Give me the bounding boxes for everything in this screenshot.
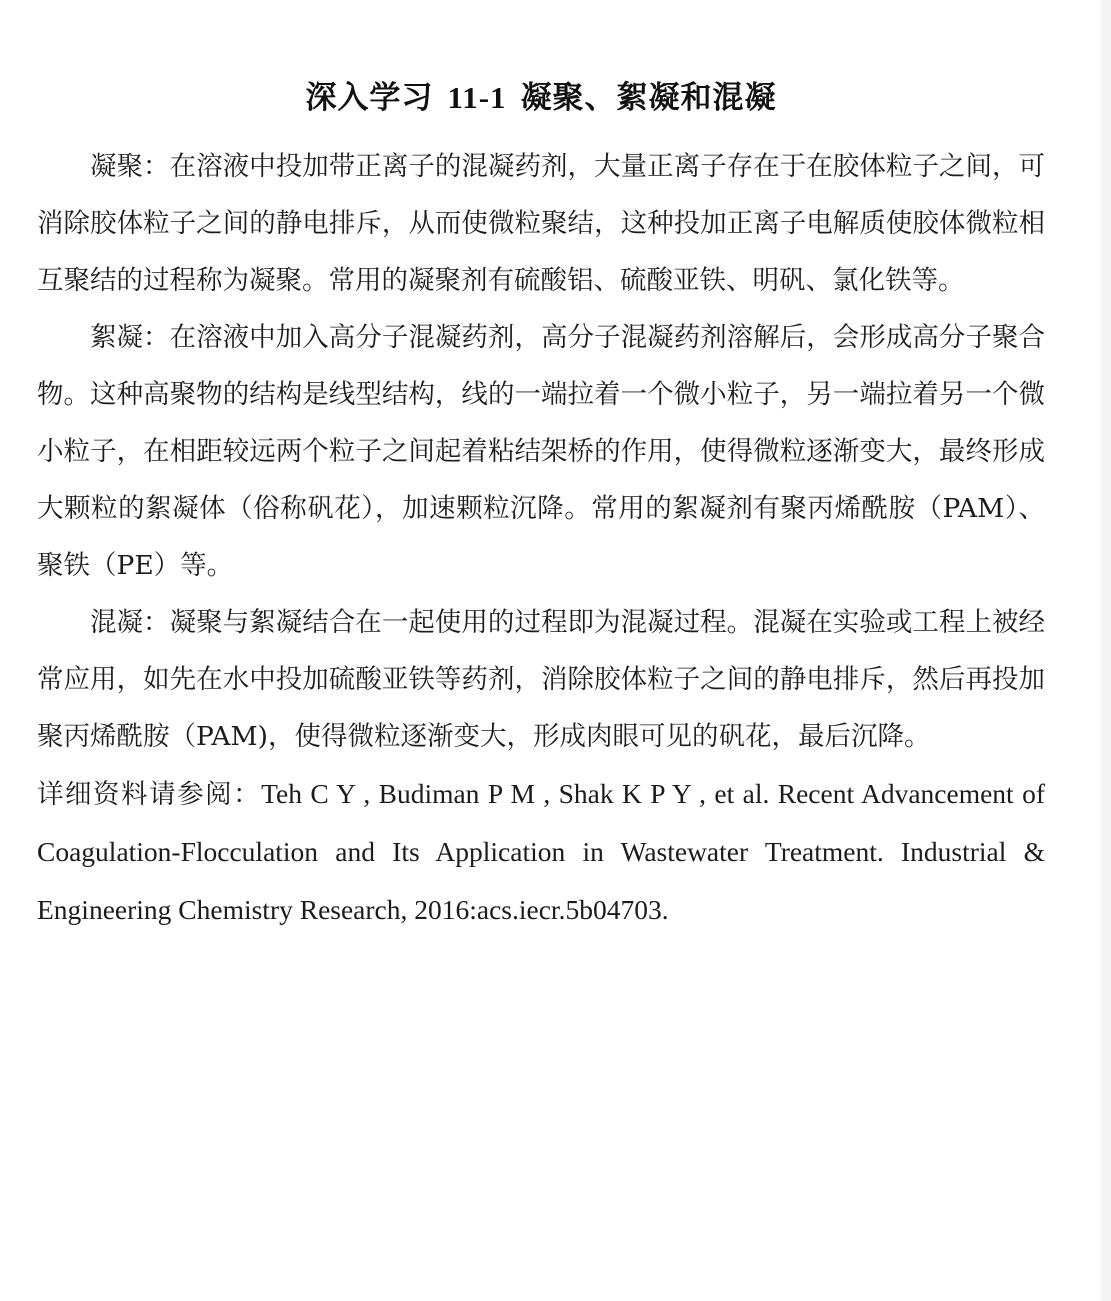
title-topic: 凝聚、絮凝和混凝 xyxy=(520,80,777,116)
reference-paragraph xyxy=(37,765,1045,939)
paragraph-flocculation: 絮凝：在溶液中加入高分子混凝药剂，高分子混凝药剂溶解后，会形成高分子聚合物。这种高聚物的结构是线型结构，线的一端拉着一个微小粒子，另一端拉着另一个微小粒子，在相距较远两个粒子之间起着粘结架桥的作用，使得微粒逐渐变大，最终形成大颗粒的絮凝体（俗称矾花），加速颗粒沉降。常用的絮凝剂有聚丙烯酰胺（PAM）、聚铁（PE）等。 xyxy=(37,322,1045,581)
title-prefix: 深入学习 xyxy=(305,80,434,116)
document-body xyxy=(37,138,1045,939)
paragraph-coagulation-flocculation: 混凝：凝聚与絮凝结合在一起使用的过程即为混凝过程。混凝在实验或工程上被经常应用，如先在水中投加硫酸亚铁等药剂，消除胶体粒子之间的静电排斥，然后再投加聚丙烯酰胺（PAM)，使得微粒逐渐变大，形成肉眼可见的矾花，最后沉降。 xyxy=(37,607,1045,752)
reference-label: 详细资料请参阅： xyxy=(37,779,262,810)
scrollbar-track[interactable] xyxy=(1101,0,1111,1301)
title-number: 11-1 xyxy=(447,80,507,115)
paragraph-coagulation: 凝聚：在溶液中投加带正离子的混凝药剂，大量正离子存在于在胶体粒子之间，可消除胶体粒子之间的静电排斥，从而使微粒聚结，这种投加正离子电解质使胶体微粒相互聚结的过程称为凝聚。常用的凝聚剂有硫酸铝、硫酸亚铁、明矾、氯化铁等。 xyxy=(37,151,1045,296)
reference-citation: Teh C Y , Budiman P M , Shak K P Y , et al. Recent Advancement of Coagulation-Flocculation and Its Application in Wastewater Treatment. Industrial & Engineering Chemistry Research, 2016:acs.iecr.5b04703. xyxy=(37,778,1045,925)
section-title xyxy=(0,76,1082,120)
